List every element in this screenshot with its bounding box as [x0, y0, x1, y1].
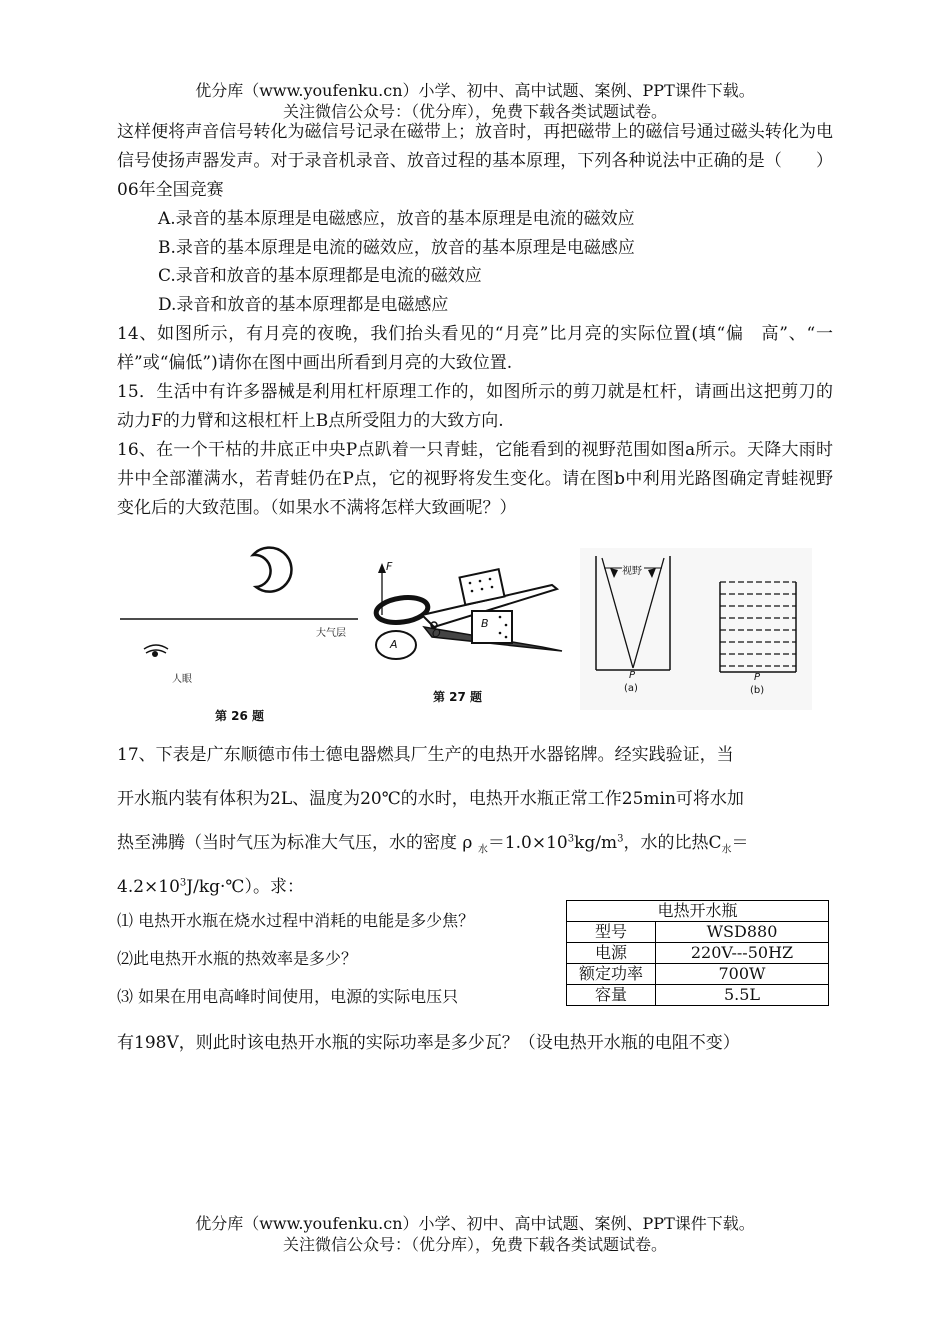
q17-sub-question-2: ⑵此电热开水瓶的热效率是多少？: [117, 949, 358, 968]
q13-option-a: A.录音的基本原理是电磁感应，放音的基本原理是电流的磁效应: [158, 209, 635, 229]
q13-stem: 这样便将声音信号转化为磁信号记录在磁带上；放音时，再把磁带上的磁信号通过磁头转化为电信号使扬声器发声。对于录音机录音、放音过程的基本原理，下列各种说法中正确的是（ ）06年全国竞赛: [117, 122, 833, 200]
spec-value-model: WSD880: [656, 922, 829, 943]
well-b-point-p: P: [754, 672, 761, 683]
footer-line-1: 优分库（www.youfenku.cn）小学、初中、高中试题、案例、PPT课件下载。: [195, 1214, 755, 1233]
fig26-eye-label: 人眼: [172, 674, 192, 685]
q13-option-c: C.录音和放音的基本原理都是电流的磁效应: [158, 266, 482, 286]
header-line-1: 优分库（www.youfenku.cn）小学、初中、高中试题、案例、PPT课件下载。: [195, 81, 755, 100]
q17-line-3: 热至沸腾（当时气压为标准大气压，水的密度 ρ $_水=1.0\times 10^3kg/m^3$，水的比热$C_水=$: [117, 833, 749, 856]
figure-well-diagram: [580, 548, 812, 710]
q17-sub-question-3-cont: 有198V，则此时该电热开水瓶的实际功率是多少瓦？（设电热开水瓶的电阻不变）: [117, 1033, 740, 1053]
spec-table-title: 电热开水瓶: [567, 901, 829, 922]
kettle-spec-table: [566, 900, 829, 1006]
q17-sub-question-3: ⑶ 如果在用电高峰时间使用，电源的实际电压只: [117, 987, 459, 1006]
scissors-handle-top: [375, 594, 430, 625]
fig26-caption: 第 26 题: [215, 709, 265, 723]
q17-sub-question-1: ⑴ 电热开水瓶在烧水过程中消耗的电能是多少焦？: [117, 911, 475, 930]
figure-26-moon-diagram: [118, 545, 368, 695]
q16-text: 16、在一个干枯的井底正中央P点趴着一只青蛙，它能看到的视野范围如图a所示。天降大雨时井中全部灌满水，若青蛙仍在P点，它的视野将发生变化。请在图b中利用光路图确定青蛙视野变化后的大致范围。（如果水不满将怎样大致画呢？）: [117, 440, 833, 518]
spec-value-rated-power: 700W: [656, 964, 829, 985]
fig27-label-o: O: [432, 627, 441, 640]
spec-label-rated-power: 额定功率: [567, 964, 656, 985]
q13-option-b: B.录音的基本原理是电流的磁效应，放音的基本原理是电磁感应: [158, 238, 635, 258]
well-b: [720, 582, 796, 672]
moon-icon: [253, 548, 291, 592]
q13-option-d: D.录音和放音的基本原理都是电磁感应: [158, 295, 449, 315]
q17-line-1: 17、下表是广东顺德市伟士德电器燃具厂生产的电热开水器铭牌。经实践验证，当: [117, 745, 734, 765]
q15-text: 15．生活中有许多器械是利用杠杆原理工作的，如图所示的剪刀就是杠杆，请画出这把剪刀的动力F的力臂和这根杠杆上B点所受阻力的大致方向.: [117, 382, 833, 431]
q14-text: 14、如图所示，有月亮的夜晚，我们抬头看见的“月亮”比月亮的实际位置(填“偏 高”、“一样”或“偏低”)请你在图中画出所看到月亮的大致位置.: [117, 324, 833, 373]
fig27-caption: 第 27 题: [433, 690, 483, 704]
eye-icon: [144, 645, 168, 657]
q17-line-2: 开水瓶内装有体积为2L、温度为20℃的水时，电热开水瓶正常工作25min可将水加: [117, 789, 744, 809]
fig27-label-b: B: [481, 617, 489, 630]
well-b-label: (b): [750, 685, 765, 696]
fig27-label-a: A: [390, 638, 398, 651]
fig26-atmosphere-label: 大气层: [316, 628, 346, 639]
spec-label-capacity: 容量: [567, 985, 656, 1006]
figure-27-scissors-diagram: [362, 555, 572, 695]
spec-label-power-supply: 电源: [567, 943, 656, 964]
well-view-label: 视野: [622, 562, 642, 577]
spec-label-model: 型号: [567, 922, 656, 943]
q17-line-4: $4.2\times 10^3J/kg\cdot℃$）。求：: [117, 877, 304, 897]
fig27-label-f: F: [386, 560, 393, 573]
well-a-label: (a): [624, 683, 638, 694]
header-line-2: 关注微信公众号：（优分库），免费下载各类试题试卷。: [282, 102, 667, 121]
spec-value-capacity: 5.5L: [656, 985, 829, 1006]
spec-value-power-supply: 220V---50HZ: [656, 943, 829, 964]
footer-line-2: 关注微信公众号：（优分库），免费下载各类试题试卷。: [282, 1235, 667, 1254]
well-a-point-p: P: [629, 670, 636, 681]
